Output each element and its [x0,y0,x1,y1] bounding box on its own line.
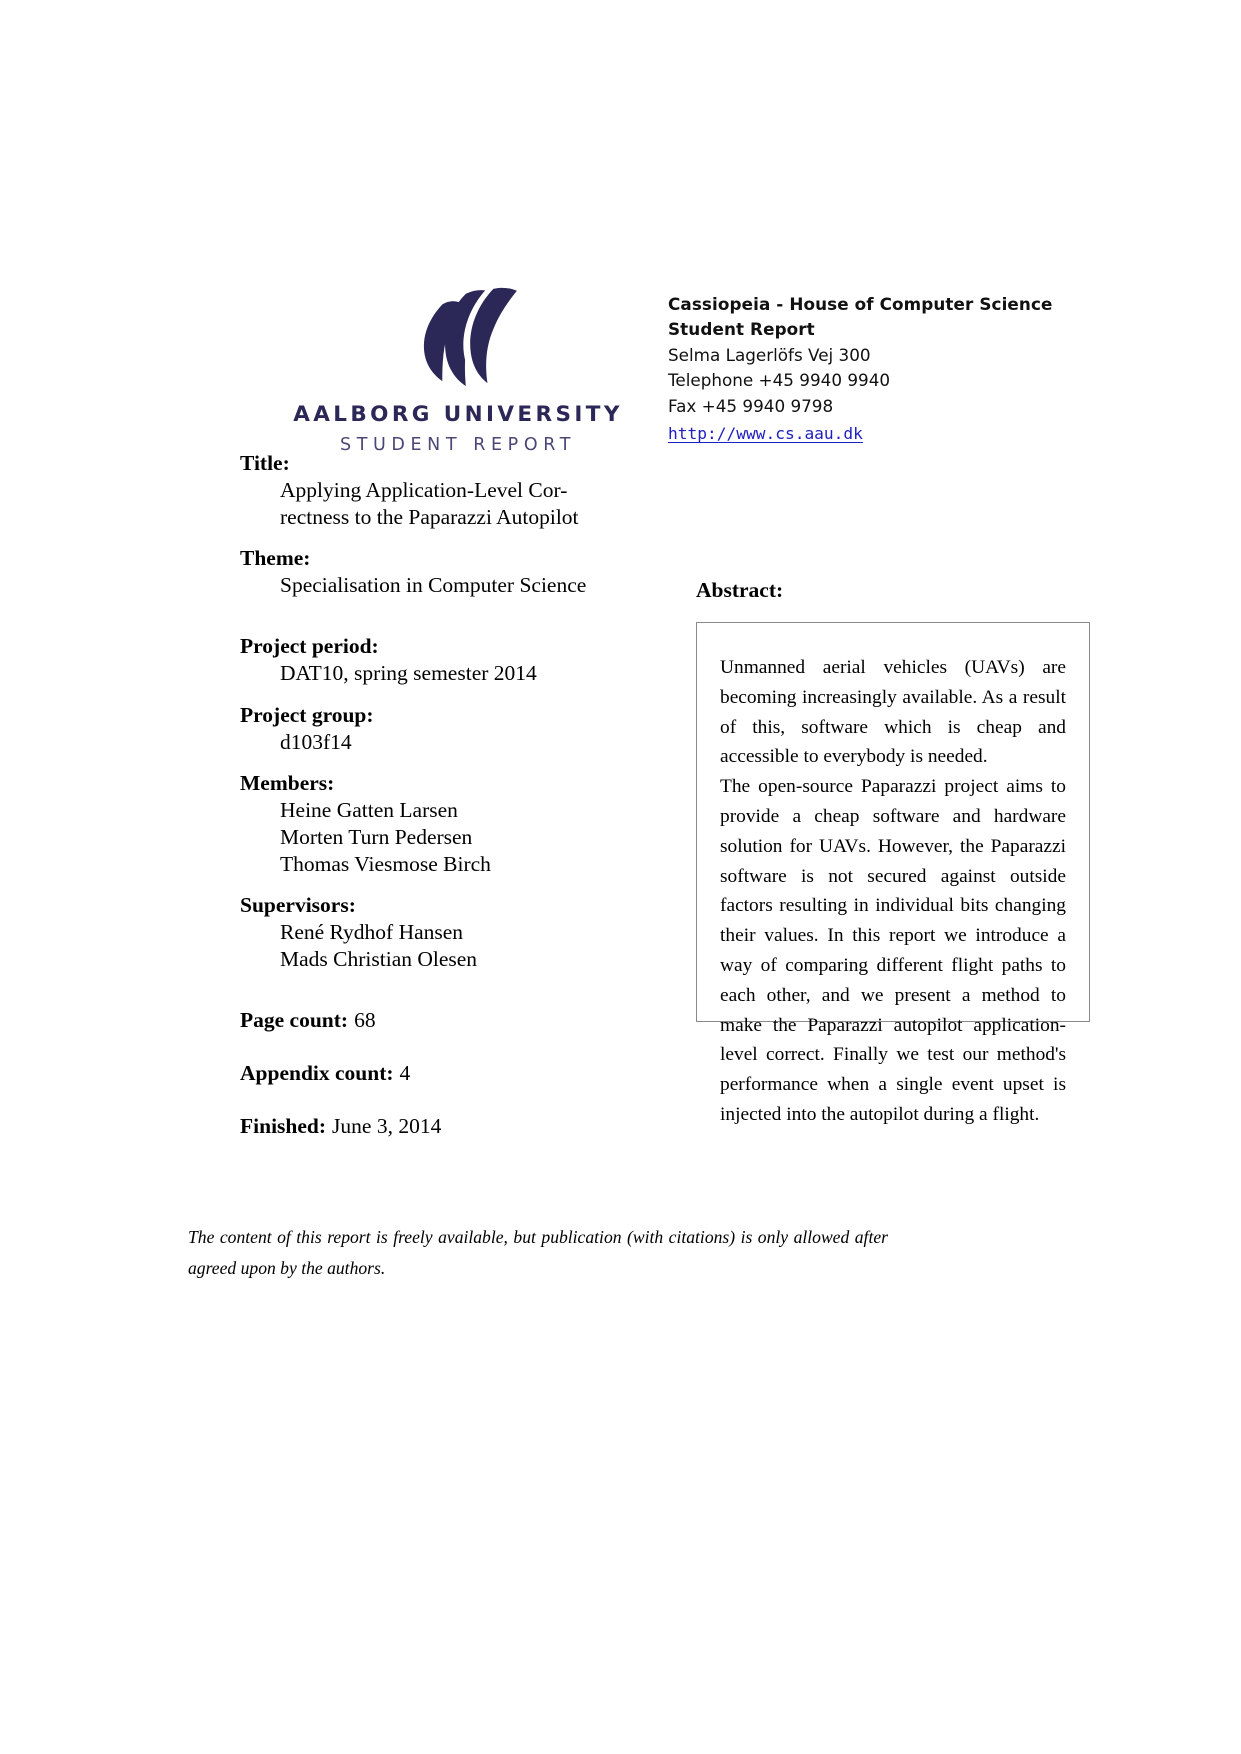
field-supervisors [240,892,600,973]
address-fax: Fax +45 9940 9798 [668,395,834,416]
theme-label: Theme: [240,546,311,571]
supervisors-list [280,919,600,973]
project-group-label: Project group: [240,702,374,727]
address-organisation: Cassiopeia - House of Computer Science [668,294,1053,314]
field-appendix-count [240,1060,600,1087]
aau-flame-icon [399,280,517,388]
field-project-group [240,702,600,756]
address-street: Selma Lagerlöfs Vej 300 [668,344,871,365]
field-theme [240,545,600,599]
abstract-text [720,653,1066,1130]
aau-logo [268,280,648,455]
member-item: Heine Gatten Larsen [280,797,458,822]
abstract-paragraph: The open-source Paparazzi project aims to provide a cheap software and hardware solution for UAVs. However, the Paparazzi software is not secured against outside factors resulting in individual bits changing their values. In this report we introduce a way of comparing different flight paths to each other, and we present a method to make the Paparazzi autopilot application-level correct. Finally we test our method's performance when a single event upset is injected into the autopilot during a flight. [720,776,1066,1125]
field-title [240,450,600,531]
abstract-box [696,622,1090,1125]
finished-label: Finished: [240,1114,327,1139]
supervisors-label: Supervisors: [240,893,356,918]
project-period-value: DAT10, spring semester 2014 [280,661,537,686]
field-page-count [240,1007,600,1034]
address-url-link[interactable]: http://www.cs.aau.dk [668,424,863,444]
theme-value: Specialisation in Computer Science [280,573,587,598]
project-info-column [240,450,600,1166]
title-line-2: rectness to the Paparazzi Autopilot [280,505,579,530]
page-count-value: 68 [354,1008,376,1033]
project-group-value: d103f14 [280,729,352,754]
publication-disclaimer: The content of this report is freely available, but publication (with citations) is only allowed after agreed upon by the authors. [188,1227,888,1278]
appendix-count-label: Appendix count: [240,1061,394,1086]
member-item: Thomas Viesmose Birch [280,851,491,876]
field-project-period [240,633,600,687]
logo-wordmark: AALBORG UNIVERSITY [293,402,623,427]
title-value [280,477,600,531]
field-members [240,770,600,878]
address-telephone: Telephone +45 9940 9940 [668,370,891,391]
page-count-label: Page count: [240,1008,349,1033]
appendix-count-value: 4 [399,1061,411,1086]
supervisor-item: Mads Christian Olesen [280,947,478,972]
address-report-kind: Student Report [668,319,815,340]
members-label: Members: [240,770,335,795]
field-finished [240,1113,600,1140]
members-list [280,797,600,878]
page-header [0,280,1241,505]
finished-value: June 3, 2014 [332,1114,442,1139]
abstract-paragraph: Unmanned aerial vehicles (UAVs) are becoming increasingly available. As a result of this, software which is cheap and accessible to everybody is needed. [720,657,1066,768]
member-item: Morten Turn Pedersen [280,824,473,849]
address-block [668,292,1088,446]
title-line-1: Applying Application-Level Cor- [280,478,568,503]
project-period-label: Project period: [240,634,379,659]
logo-subtitle: STUDENT REPORT [339,435,576,455]
supervisor-item: René Rydhof Hansen [280,920,464,945]
abstract-heading: Abstract: [696,578,784,602]
title-label: Title: [240,451,290,475]
